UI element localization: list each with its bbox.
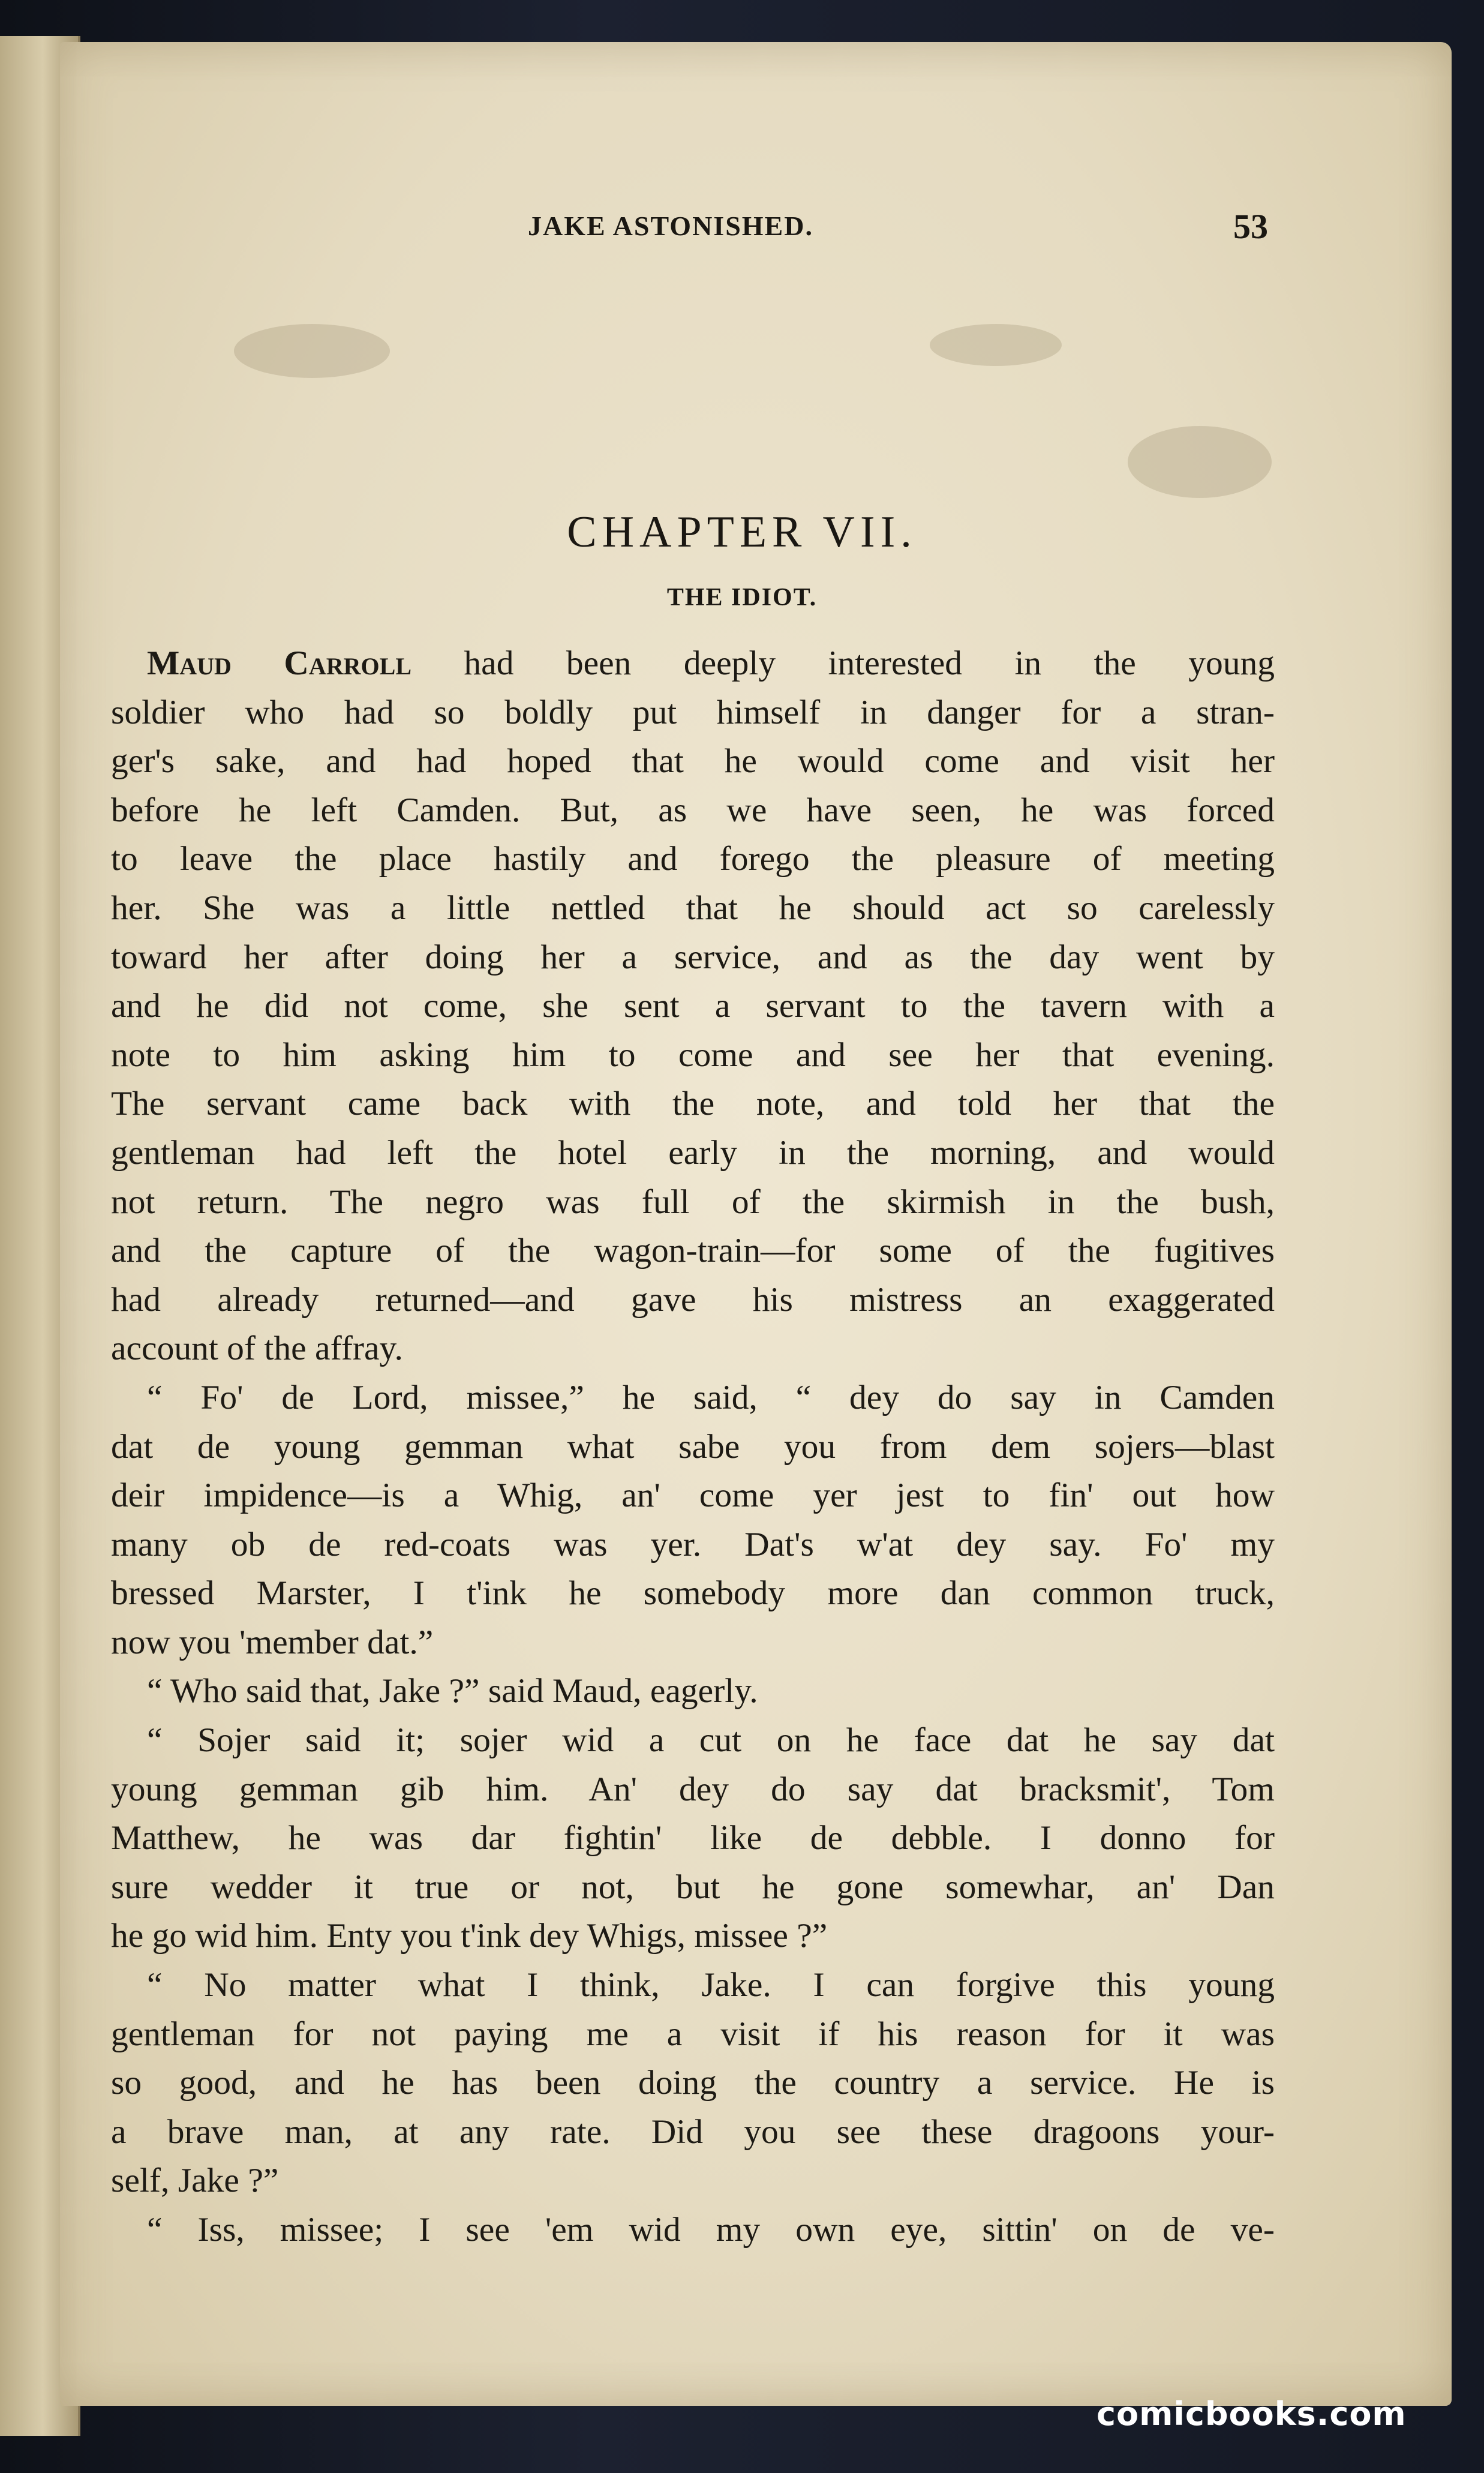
- text-line: gentleman had left the hotel early in the morning, and would: [111, 1133, 1275, 1172]
- text-line: note to him asking him to come and see her that evening.: [111, 1036, 1275, 1074]
- chapter-title: CHAPTER VII.: [567, 508, 917, 557]
- text-line: “ Who said that, Jake ?” said Maud, eagerly.: [147, 1672, 758, 1710]
- text-line: before he left Camden. But, as we have seen, he was forced: [111, 791, 1275, 829]
- text-line: soldier who had so boldly put himself in danger for a stran-: [111, 693, 1275, 731]
- print-smudge: [234, 324, 390, 378]
- lead-in-name: Maud Carroll: [147, 644, 412, 682]
- running-head-title: JAKE ASTONISHED.: [528, 211, 813, 241]
- text-line: dat de young gemman what sabe you from dem sojers—blast: [111, 1427, 1275, 1466]
- text-line: “ No matter what I think, Jake. I can forgive this young: [147, 1966, 1275, 2004]
- text-line: young gemman gib him. An' dey do say dat bracksmit', Tom: [111, 1770, 1275, 1808]
- text-line: now you 'member dat.”: [111, 1623, 434, 1661]
- text-line: and the capture of the wagon-train—for some of the fugitives: [111, 1232, 1275, 1270]
- text-line: account of the affray.: [111, 1329, 403, 1368]
- text-line: a brave man, at any rate. Did you see these dragoons your-: [111, 2112, 1275, 2151]
- print-smudge: [1128, 426, 1272, 498]
- text-line: had already returned—and gave his mistress an exaggerated: [111, 1280, 1275, 1319]
- text-line: “ Sojer said it; sojer wid a cut on he face dat he say dat: [147, 1721, 1275, 1760]
- text-line: The servant came back with the note, and told her that the: [111, 1085, 1275, 1123]
- text-line: her. She was a little nettled that he should act so carelessly: [111, 889, 1275, 927]
- text-line: not return. The negro was full of the skirmish in the bush,: [111, 1183, 1275, 1221]
- text-line: bressed Marster, I t'ink he somebody more dan common truck,: [111, 1574, 1275, 1613]
- text-line: toward her after doing her a service, and as the day went by: [111, 938, 1275, 976]
- chapter-subtitle: THE IDIOT.: [666, 584, 818, 611]
- text-line: “ Iss, missee; I see 'em wid my own eye, sittin' on de ve-: [147, 2211, 1275, 2249]
- text-line: so good, and he has been doing the country a service. He is: [111, 2064, 1275, 2102]
- text-line: and he did not come, she sent a servant to the tavern with a: [111, 987, 1275, 1025]
- text-line: Matthew, he was dar fightin' like de debble. I donno for: [111, 1819, 1275, 1857]
- text-line: deir impidence—is a Whig, an' come yer jest to fin' out how: [111, 1476, 1275, 1515]
- text-line: Maud Carroll had been deeply interested in the young: [147, 644, 1275, 682]
- text-line: many ob de red-coats was yer. Dat's w'at dey say. Fo' my: [111, 1525, 1275, 1563]
- running-head: [0, 207, 1484, 258]
- print-smudge: [930, 324, 1062, 366]
- text-line: to leave the place hastily and forego the pleasure of meeting: [111, 840, 1275, 878]
- watermark: comicbooks.com: [1097, 2395, 1407, 2433]
- text-line: sure wedder it true or not, but he gone somewhar, an' Dan: [111, 1868, 1275, 1906]
- text-line: ger's sake, and had hoped that he would come and visit her: [111, 742, 1275, 781]
- body-text: [111, 639, 1275, 2255]
- text-line: gentleman for not paying me a visit if his reason for it was: [111, 2015, 1275, 2053]
- text-line: self, Jake ?”: [111, 2162, 279, 2200]
- text-line: he go wid him. Enty you t'ink dey Whigs, missee ?”: [111, 1917, 828, 1955]
- page-number: 53: [1233, 207, 1268, 246]
- text-line: “ Fo' de Lord, missee,” he said, “ dey do say in Camden: [147, 1378, 1275, 1416]
